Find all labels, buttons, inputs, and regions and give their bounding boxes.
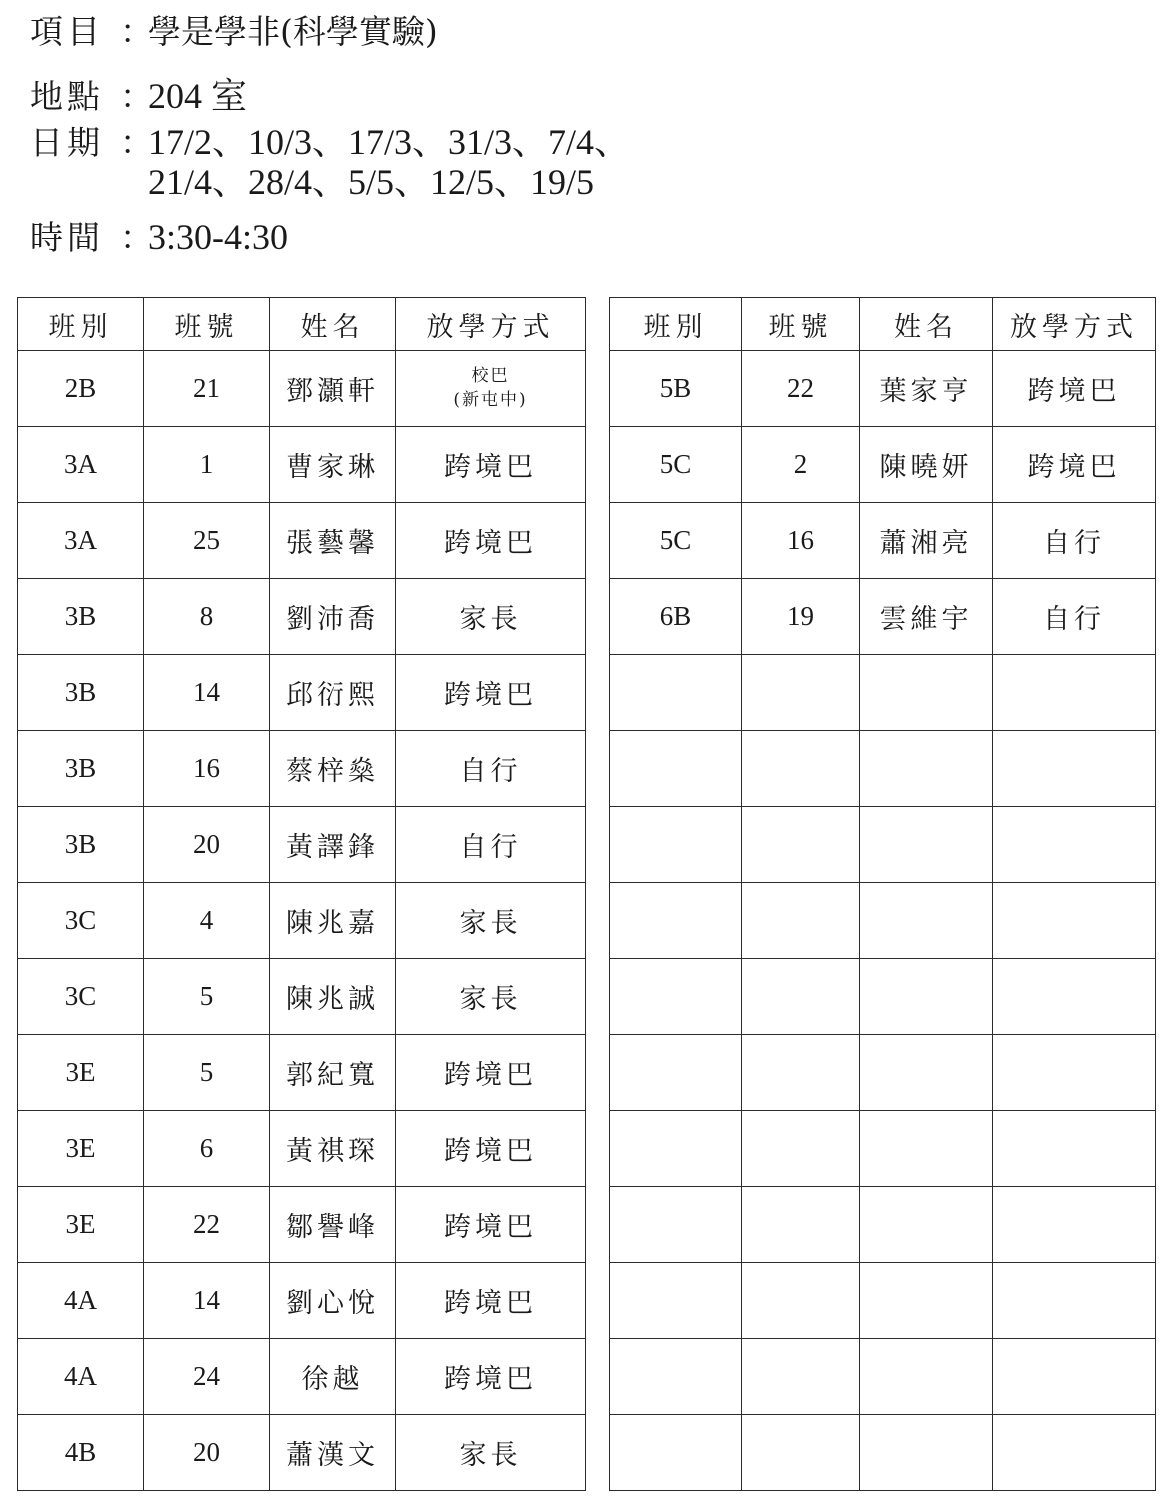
table-row <box>610 1339 1156 1415</box>
method-cell: 跨境巴 <box>396 503 586 579</box>
table-row <box>610 1415 1156 1491</box>
number-cell <box>742 883 860 959</box>
number-cell <box>742 1187 860 1263</box>
col-class-header: 班別 <box>18 298 144 351</box>
method-cell <box>993 1187 1156 1263</box>
col-number-header: 班號 <box>144 298 270 351</box>
class-cell: 5C <box>610 503 742 579</box>
method-cell: 跨境巴 <box>396 1339 586 1415</box>
name-cell <box>860 1263 993 1339</box>
class-cell <box>610 883 742 959</box>
right-roster-table <box>609 297 1156 1491</box>
number-cell: 8 <box>144 579 270 655</box>
col-method-header: 放學方式 <box>993 298 1156 351</box>
number-cell: 16 <box>144 731 270 807</box>
location-line <box>30 68 247 119</box>
method-cell: 家長 <box>396 1415 586 1491</box>
table-row <box>610 731 1156 807</box>
class-cell <box>610 959 742 1035</box>
name-cell: 陳曉妍 <box>860 427 993 503</box>
table-row <box>18 883 586 959</box>
number-cell: 2 <box>742 427 860 503</box>
name-cell: 劉沛喬 <box>270 579 396 655</box>
method-cell <box>993 959 1156 1035</box>
class-cell <box>610 1035 742 1111</box>
location-colon: ： <box>120 77 153 116</box>
table-row <box>610 1035 1156 1111</box>
table-row <box>18 1339 586 1415</box>
header-row <box>18 298 586 351</box>
number-cell <box>742 1111 860 1187</box>
class-cell: 2B <box>18 351 144 427</box>
time-colon: ： <box>120 218 153 257</box>
method-cell: 跨境巴 <box>396 655 586 731</box>
name-cell: 曹家琳 <box>270 427 396 503</box>
name-cell: 黃譯鋒 <box>270 807 396 883</box>
class-cell <box>610 807 742 883</box>
location-label: 地點 <box>30 77 104 116</box>
name-cell <box>860 883 993 959</box>
table-row <box>18 655 586 731</box>
col-name-header: 姓名 <box>860 298 993 351</box>
class-cell: 3A <box>18 503 144 579</box>
table-row <box>18 1111 586 1187</box>
number-cell: 6 <box>144 1111 270 1187</box>
table-row <box>610 1111 1156 1187</box>
class-cell: 3E <box>18 1111 144 1187</box>
method-cell <box>993 1415 1156 1491</box>
number-cell: 25 <box>144 503 270 579</box>
number-cell: 22 <box>742 351 860 427</box>
table-row <box>18 731 586 807</box>
number-cell: 14 <box>144 1263 270 1339</box>
method-cell: 家長 <box>396 883 586 959</box>
number-cell: 20 <box>144 807 270 883</box>
method-cell <box>993 883 1156 959</box>
name-cell: 鄒譽峰 <box>270 1187 396 1263</box>
name-cell: 郭紀寬 <box>270 1035 396 1111</box>
number-cell <box>742 1415 860 1491</box>
table-row <box>18 427 586 503</box>
table-row <box>18 1187 586 1263</box>
name-cell <box>860 1035 993 1111</box>
col-method-header: 放學方式 <box>396 298 586 351</box>
header-row <box>610 298 1156 351</box>
method-cell: 跨境巴 <box>396 1187 586 1263</box>
method-note: (新屯中) <box>453 389 528 410</box>
method-cell <box>993 1339 1156 1415</box>
name-cell <box>860 1415 993 1491</box>
class-cell: 4A <box>18 1339 144 1415</box>
location-value: 204 室 <box>148 76 248 116</box>
class-cell: 5C <box>610 427 742 503</box>
name-cell: 蕭湘亮 <box>860 503 993 579</box>
time-value: 3:30-4:30 <box>148 217 288 257</box>
class-cell: 3E <box>18 1187 144 1263</box>
class-cell: 3B <box>18 807 144 883</box>
number-cell: 24 <box>144 1339 270 1415</box>
dates-line-2: 21/4、28/4、5/5、12/5、19/5 <box>148 162 595 202</box>
name-cell: 陳兆嘉 <box>270 883 396 959</box>
method-cell <box>396 351 586 427</box>
table-row <box>18 579 586 655</box>
table-row <box>18 1035 586 1111</box>
project-colon: ： <box>120 12 153 51</box>
class-cell: 5B <box>610 351 742 427</box>
method-cell: 跨境巴 <box>993 351 1156 427</box>
number-cell: 21 <box>144 351 270 427</box>
class-cell <box>610 1187 742 1263</box>
method-cell <box>993 1263 1156 1339</box>
number-cell: 22 <box>144 1187 270 1263</box>
method-cell <box>993 655 1156 731</box>
method-cell: 家長 <box>396 959 586 1035</box>
name-cell <box>860 1187 993 1263</box>
name-cell <box>860 1111 993 1187</box>
method-cell <box>993 731 1156 807</box>
number-cell <box>742 1263 860 1339</box>
table-row <box>18 1415 586 1491</box>
name-cell: 邱衍熙 <box>270 655 396 731</box>
name-cell: 劉心悅 <box>270 1263 396 1339</box>
table-row <box>18 807 586 883</box>
number-cell <box>742 1035 860 1111</box>
col-class-header: 班別 <box>610 298 742 351</box>
method-cell: 跨境巴 <box>396 427 586 503</box>
name-cell <box>860 959 993 1035</box>
class-cell <box>610 1111 742 1187</box>
name-cell <box>860 1339 993 1415</box>
time-label: 時間 <box>30 218 104 257</box>
method-cell <box>993 807 1156 883</box>
name-cell: 張藝馨 <box>270 503 396 579</box>
table-row <box>610 579 1156 655</box>
method-cell: 自行 <box>396 807 586 883</box>
number-cell: 19 <box>742 579 860 655</box>
name-cell: 鄧灝軒 <box>270 351 396 427</box>
method-cell: 跨境巴 <box>396 1035 586 1111</box>
left-roster-table <box>17 297 586 1491</box>
name-cell: 黃祺琛 <box>270 1111 396 1187</box>
class-cell: 4B <box>18 1415 144 1491</box>
class-cell: 3C <box>18 883 144 959</box>
project-label: 項目 <box>30 12 104 51</box>
method-cell: 跨境巴 <box>396 1111 586 1187</box>
name-cell <box>860 655 993 731</box>
col-name-header: 姓名 <box>270 298 396 351</box>
name-cell: 雲維宇 <box>860 579 993 655</box>
class-cell: 3C <box>18 959 144 1035</box>
table-row <box>610 655 1156 731</box>
number-cell: 16 <box>742 503 860 579</box>
method-cell: 家長 <box>396 579 586 655</box>
number-cell: 20 <box>144 1415 270 1491</box>
class-cell <box>610 1339 742 1415</box>
table-row <box>18 351 586 427</box>
class-cell: 3A <box>18 427 144 503</box>
class-cell: 6B <box>610 579 742 655</box>
col-number-header: 班號 <box>742 298 860 351</box>
name-cell: 葉家亨 <box>860 351 993 427</box>
table-row <box>610 883 1156 959</box>
project-value: 學是學非(科學實驗) <box>148 12 438 51</box>
class-cell <box>610 655 742 731</box>
time-line <box>30 212 288 259</box>
table-row <box>610 351 1156 427</box>
name-cell: 蔡梓燊 <box>270 731 396 807</box>
method-cell: 跨境巴 <box>396 1263 586 1339</box>
number-cell: 1 <box>144 427 270 503</box>
class-cell: 4A <box>18 1263 144 1339</box>
table-row <box>610 959 1156 1035</box>
date-colon: ： <box>120 123 153 162</box>
table-row <box>610 1263 1156 1339</box>
project-line <box>30 6 438 53</box>
method-cell <box>993 1035 1156 1111</box>
name-cell: 徐越 <box>270 1339 396 1415</box>
table-row <box>610 427 1156 503</box>
table-row <box>18 1263 586 1339</box>
method-main: 校巴 <box>471 365 510 386</box>
table-row <box>18 959 586 1035</box>
class-cell: 3B <box>18 579 144 655</box>
name-cell <box>860 731 993 807</box>
class-cell: 3B <box>18 655 144 731</box>
table-row <box>610 503 1156 579</box>
table-row <box>610 807 1156 883</box>
number-cell <box>742 1339 860 1415</box>
table-row <box>18 503 586 579</box>
date-label: 日期 <box>30 123 104 162</box>
number-cell: 14 <box>144 655 270 731</box>
number-cell <box>742 731 860 807</box>
table-row <box>610 1187 1156 1263</box>
method-cell: 自行 <box>993 579 1156 655</box>
name-cell: 蕭漢文 <box>270 1415 396 1491</box>
class-cell: 3B <box>18 731 144 807</box>
number-cell: 4 <box>144 883 270 959</box>
number-cell <box>742 807 860 883</box>
class-cell <box>610 1415 742 1491</box>
class-cell <box>610 1263 742 1339</box>
method-cell <box>993 1111 1156 1187</box>
method-cell: 跨境巴 <box>993 427 1156 503</box>
number-cell <box>742 959 860 1035</box>
dates-line-1: 17/2、10/3、17/3、31/3、7/4、 <box>148 122 631 162</box>
number-cell: 5 <box>144 959 270 1035</box>
number-cell: 5 <box>144 1035 270 1111</box>
method-cell: 自行 <box>396 731 586 807</box>
class-cell <box>610 731 742 807</box>
name-cell: 陳兆誠 <box>270 959 396 1035</box>
method-cell: 自行 <box>993 503 1156 579</box>
number-cell <box>742 655 860 731</box>
class-cell: 3E <box>18 1035 144 1111</box>
name-cell <box>860 807 993 883</box>
